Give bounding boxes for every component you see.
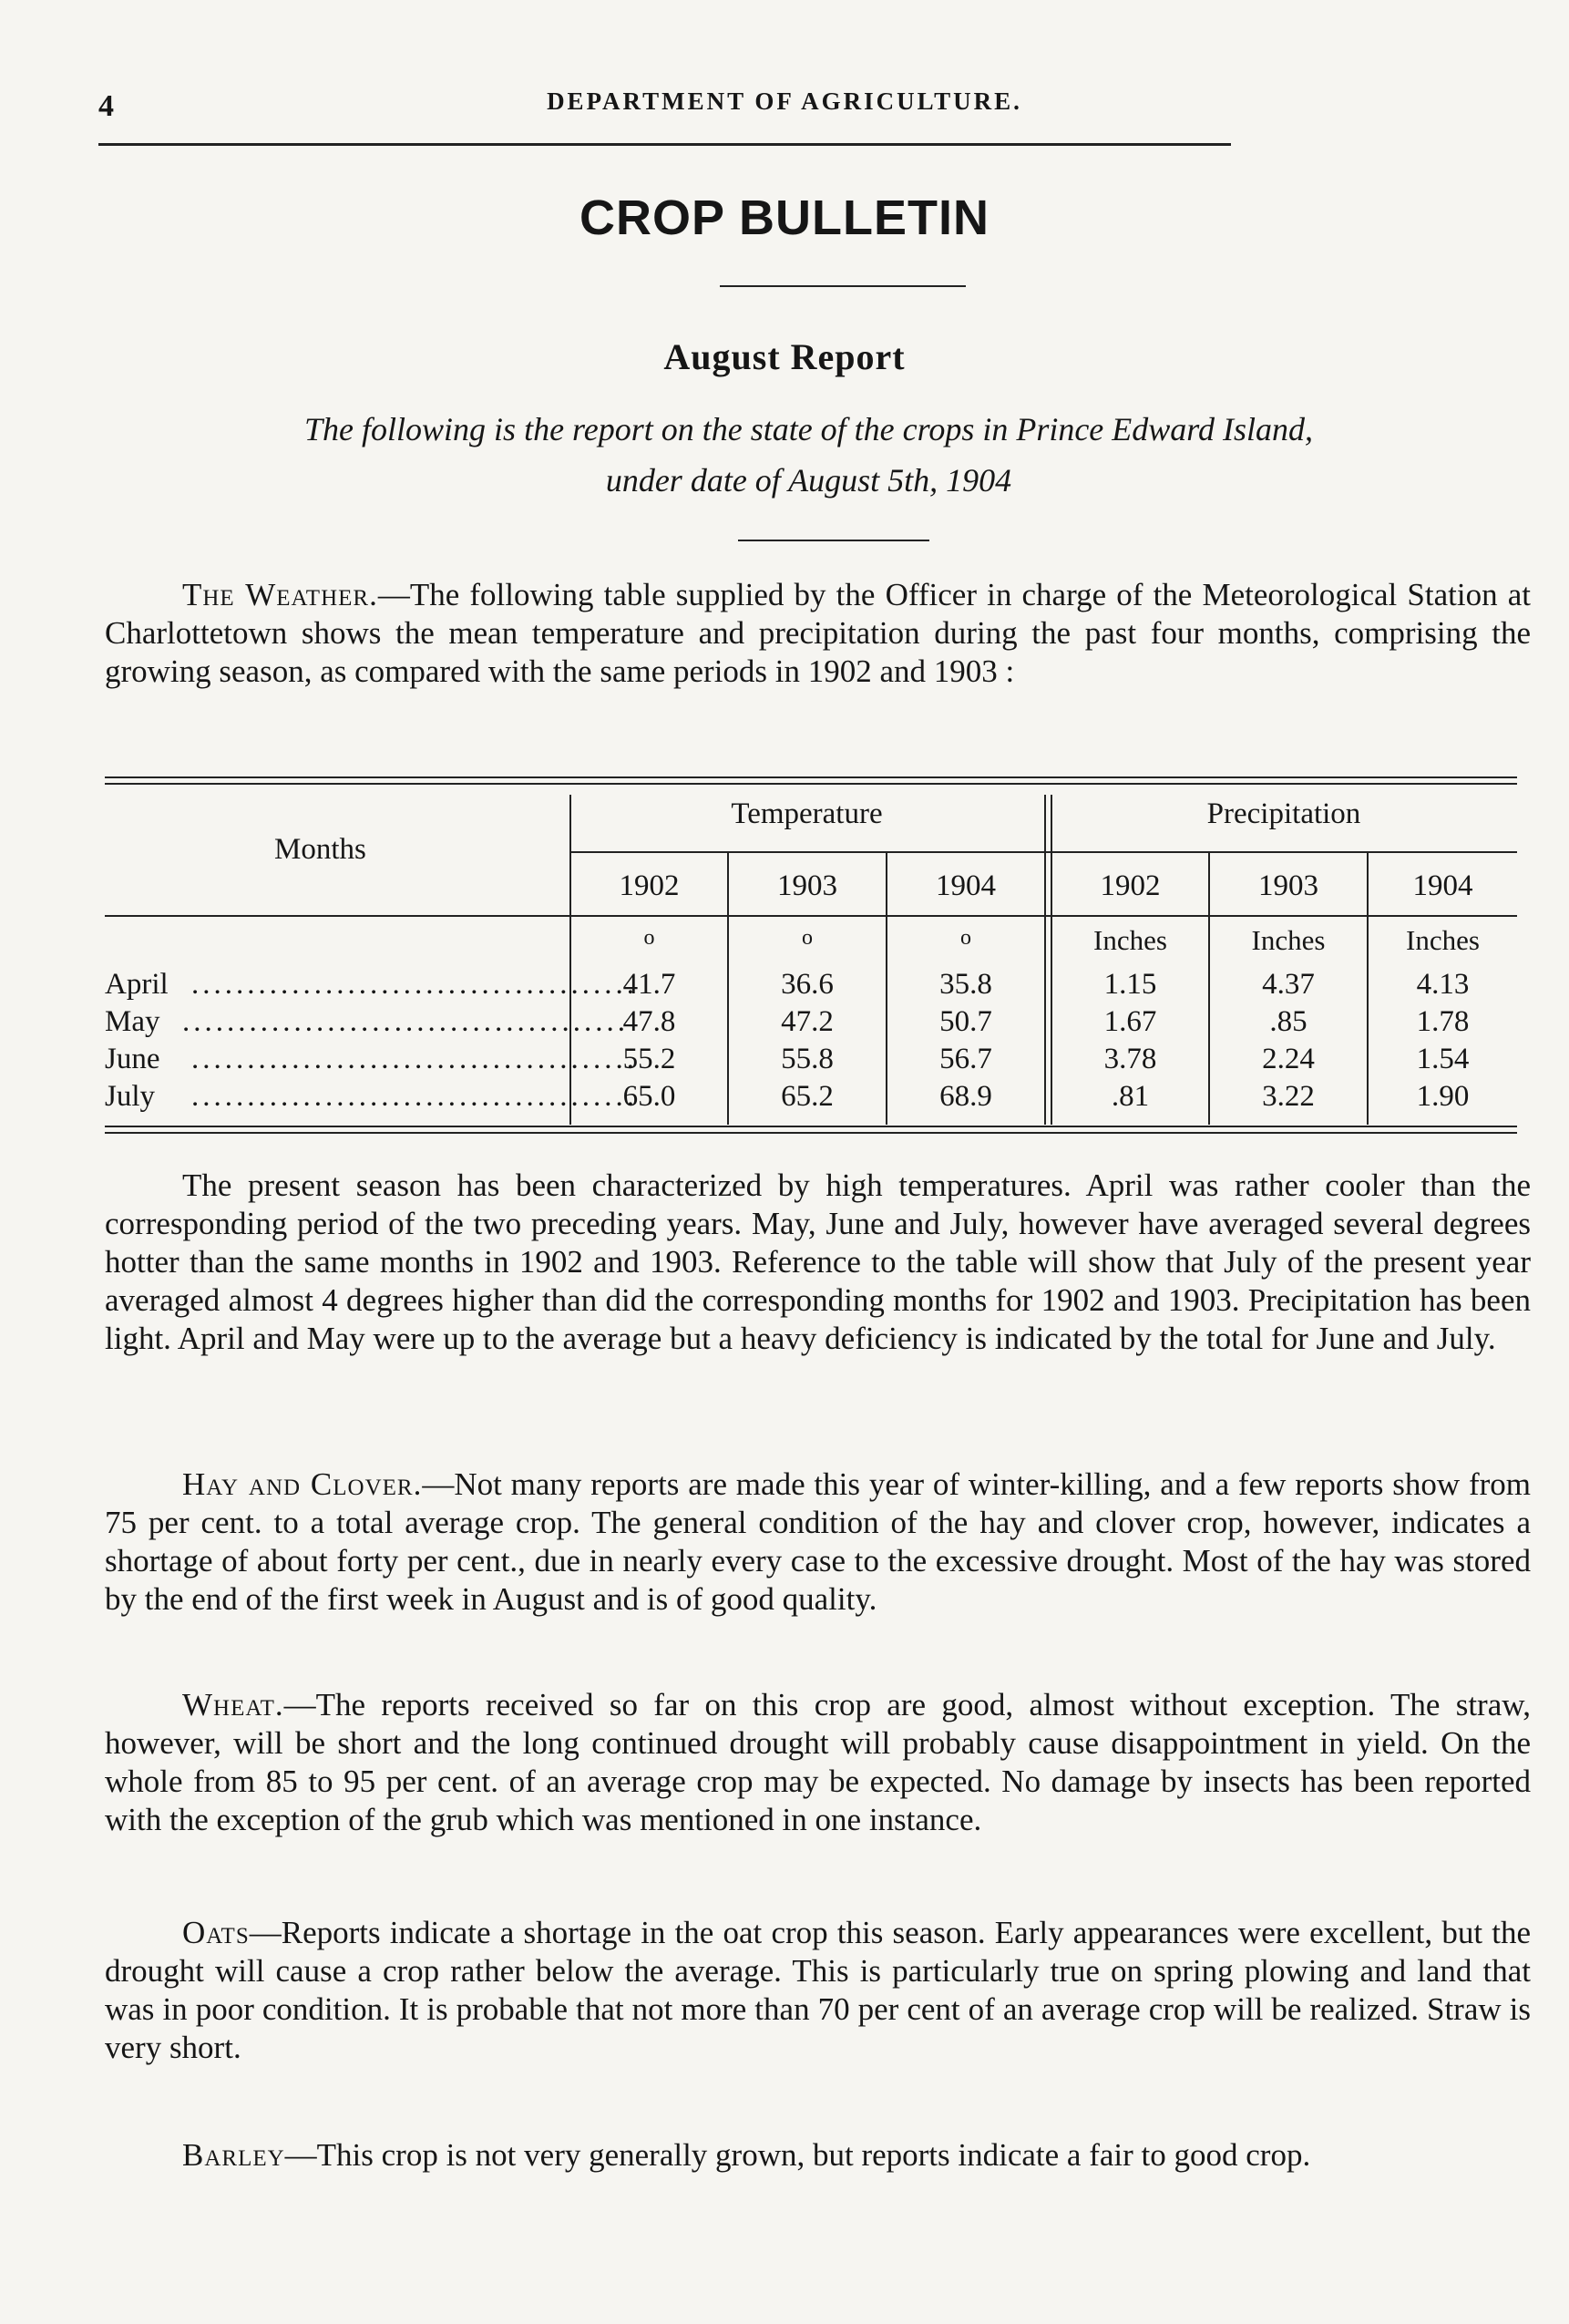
table-cell: 1.67 <box>1103 1005 1157 1038</box>
table-bottom-rule-inner <box>105 1132 1517 1134</box>
page-title: CROP BULLETIN <box>579 190 990 245</box>
table-cell: 41.7 <box>622 968 676 1001</box>
leader-dots: ........................................ <box>182 1005 629 1038</box>
table-cell: 35.8 <box>939 968 992 1001</box>
hay-clover-paragraph <box>105 1465 1531 1619</box>
intro-text <box>91 404 1526 506</box>
year-header: 1904 <box>1412 869 1473 902</box>
leader-dots: ........................................ <box>191 1043 638 1075</box>
header-rule <box>98 143 1231 146</box>
unit-label: o <box>643 926 655 950</box>
table-cell: 1.90 <box>1416 1080 1470 1113</box>
unit-label: o <box>960 926 971 950</box>
wheat-text: —The reports received so far on this crop are good, almost without exception. The straw, however, will be short and the long continued drought will probably cause disappointment in yield. On the whole from 85 to 95 per cent. of an average crop may be expected. No damage by insects has been reported with the exception of the grub which was mentioned in one instance. <box>105 1687 1531 1837</box>
oats-heading: Oats <box>182 1915 250 1950</box>
table-cell: 36.6 <box>781 968 834 1001</box>
weather-heading: The Weather. <box>182 577 378 612</box>
table-cell: 4.13 <box>1416 968 1470 1001</box>
title-divider <box>720 285 966 287</box>
year-header: 1902 <box>619 869 680 902</box>
month-label: June <box>105 1043 160 1075</box>
table-cell: 47.2 <box>781 1005 834 1038</box>
year-header: 1904 <box>936 869 996 902</box>
unit-label: o <box>802 926 813 950</box>
table-cell: 65.2 <box>781 1080 834 1113</box>
barley-paragraph <box>105 2136 1531 2175</box>
running-head: DEPARTMENT OF AGRICULTURE. <box>547 87 1022 115</box>
leader-dots: ........................................ <box>191 1080 638 1113</box>
weather-paragraph <box>105 576 1531 691</box>
table-cell: 56.7 <box>939 1043 992 1075</box>
group-header-rule <box>569 851 1517 853</box>
hay-clover-heading: Hay and Clover. <box>182 1466 423 1502</box>
month-label: April <box>105 968 169 1001</box>
year-header: 1903 <box>1258 869 1318 902</box>
hay-clover-text: —Not many reports are made this year of winter-killing, and a few reports show from 75 per cent. to a total average crop. The general condition of the hay and clover crop, however, indicates a shortage of about forty per cent., due in nearly every case to the excessive drought. Most of the hay was stored by the end of the first week in August and is of good quality. <box>105 1466 1531 1617</box>
year-header: 1903 <box>777 869 837 902</box>
table-cell: 1.78 <box>1416 1005 1470 1038</box>
precipitation-header: Precipitation <box>1206 797 1361 830</box>
year-header-rule <box>105 915 1517 917</box>
month-label: May <box>105 1005 160 1038</box>
months-header: Months <box>274 833 366 866</box>
intro-line-1: The following is the report on the state of the crops in Prince Edward Island, <box>304 411 1313 447</box>
wheat-paragraph <box>105 1686 1531 1839</box>
table-cell: 68.9 <box>939 1080 992 1113</box>
intro-line-2: under date of August 5th, 1904 <box>605 462 1012 499</box>
report-subtitle: August Report <box>663 336 906 377</box>
table-cell: 65.0 <box>622 1080 676 1113</box>
month-label: July <box>105 1080 156 1113</box>
table-bottom-rule <box>105 1126 1517 1127</box>
table-cell: 1.15 <box>1103 968 1157 1001</box>
table-cell: 47.8 <box>622 1005 676 1038</box>
weather-table <box>105 776 1517 1134</box>
table-cell: 50.7 <box>939 1005 992 1038</box>
table-cell: 3.22 <box>1262 1080 1315 1113</box>
intro-divider <box>738 540 929 541</box>
table-top-rule <box>105 776 1517 778</box>
page-number: 4 <box>98 89 114 123</box>
table-cell: .85 <box>1269 1005 1308 1038</box>
oats-paragraph <box>105 1914 1531 2067</box>
table-cell: 55.2 <box>622 1043 676 1075</box>
table-cell: 1.54 <box>1416 1043 1470 1075</box>
season-paragraph: The present season has been characterized by high temperatures. April was rather cooler than the corresponding period of the two preceding years. May, June and July, however have averaged several degrees hotter than the same months in 1902 and 1903. Reference to the table will show that July of the present year averaged almost 4 degrees higher than did the corresponding months for 1902 and 1903. Precipitation has been light. April and May were up to the average but a heavy deficiency is indicated by the total for June and July. <box>105 1167 1531 1356</box>
year-header: 1902 <box>1100 869 1161 902</box>
unit-label: Inches <box>1251 924 1326 956</box>
group-divider-left <box>1044 795 1046 1125</box>
temperature-header: Temperature <box>731 797 883 830</box>
oats-text: —Reports indicate a shortage in the oat crop this season. Early appearances were excellent, but the drought will cause a crop rather below the average. This is particularly true on spring plowing and land that was in poor condition. It is probable that not more than 70 per cent of an average crop will be realized. Straw is very short. <box>105 1915 1531 2065</box>
table-top-rule-inner <box>105 783 1517 785</box>
wheat-heading: Wheat. <box>182 1687 284 1722</box>
unit-label: Inches <box>1093 924 1167 956</box>
barley-heading: Barley <box>182 2137 285 2173</box>
table-cell: 3.78 <box>1103 1043 1157 1075</box>
barley-text: —This crop is not very generally grown, but reports indicate a fair to good crop. <box>284 2137 1311 2173</box>
leader-dots: ........................................ <box>191 968 638 1001</box>
weather-text: —The following table supplied by the Officer in charge of the Meteorological Station at Charlottetown shows the mean temperature and precipitation during the past four months, comprising the growing season, as compared with the same periods in 1902 and 1903 : <box>105 577 1531 689</box>
table-cell: 55.8 <box>781 1043 834 1075</box>
table-cell: 4.37 <box>1262 968 1315 1001</box>
table-cell: .81 <box>1111 1080 1150 1113</box>
table-cell: 2.24 <box>1262 1043 1315 1075</box>
unit-label: Inches <box>1406 924 1480 956</box>
